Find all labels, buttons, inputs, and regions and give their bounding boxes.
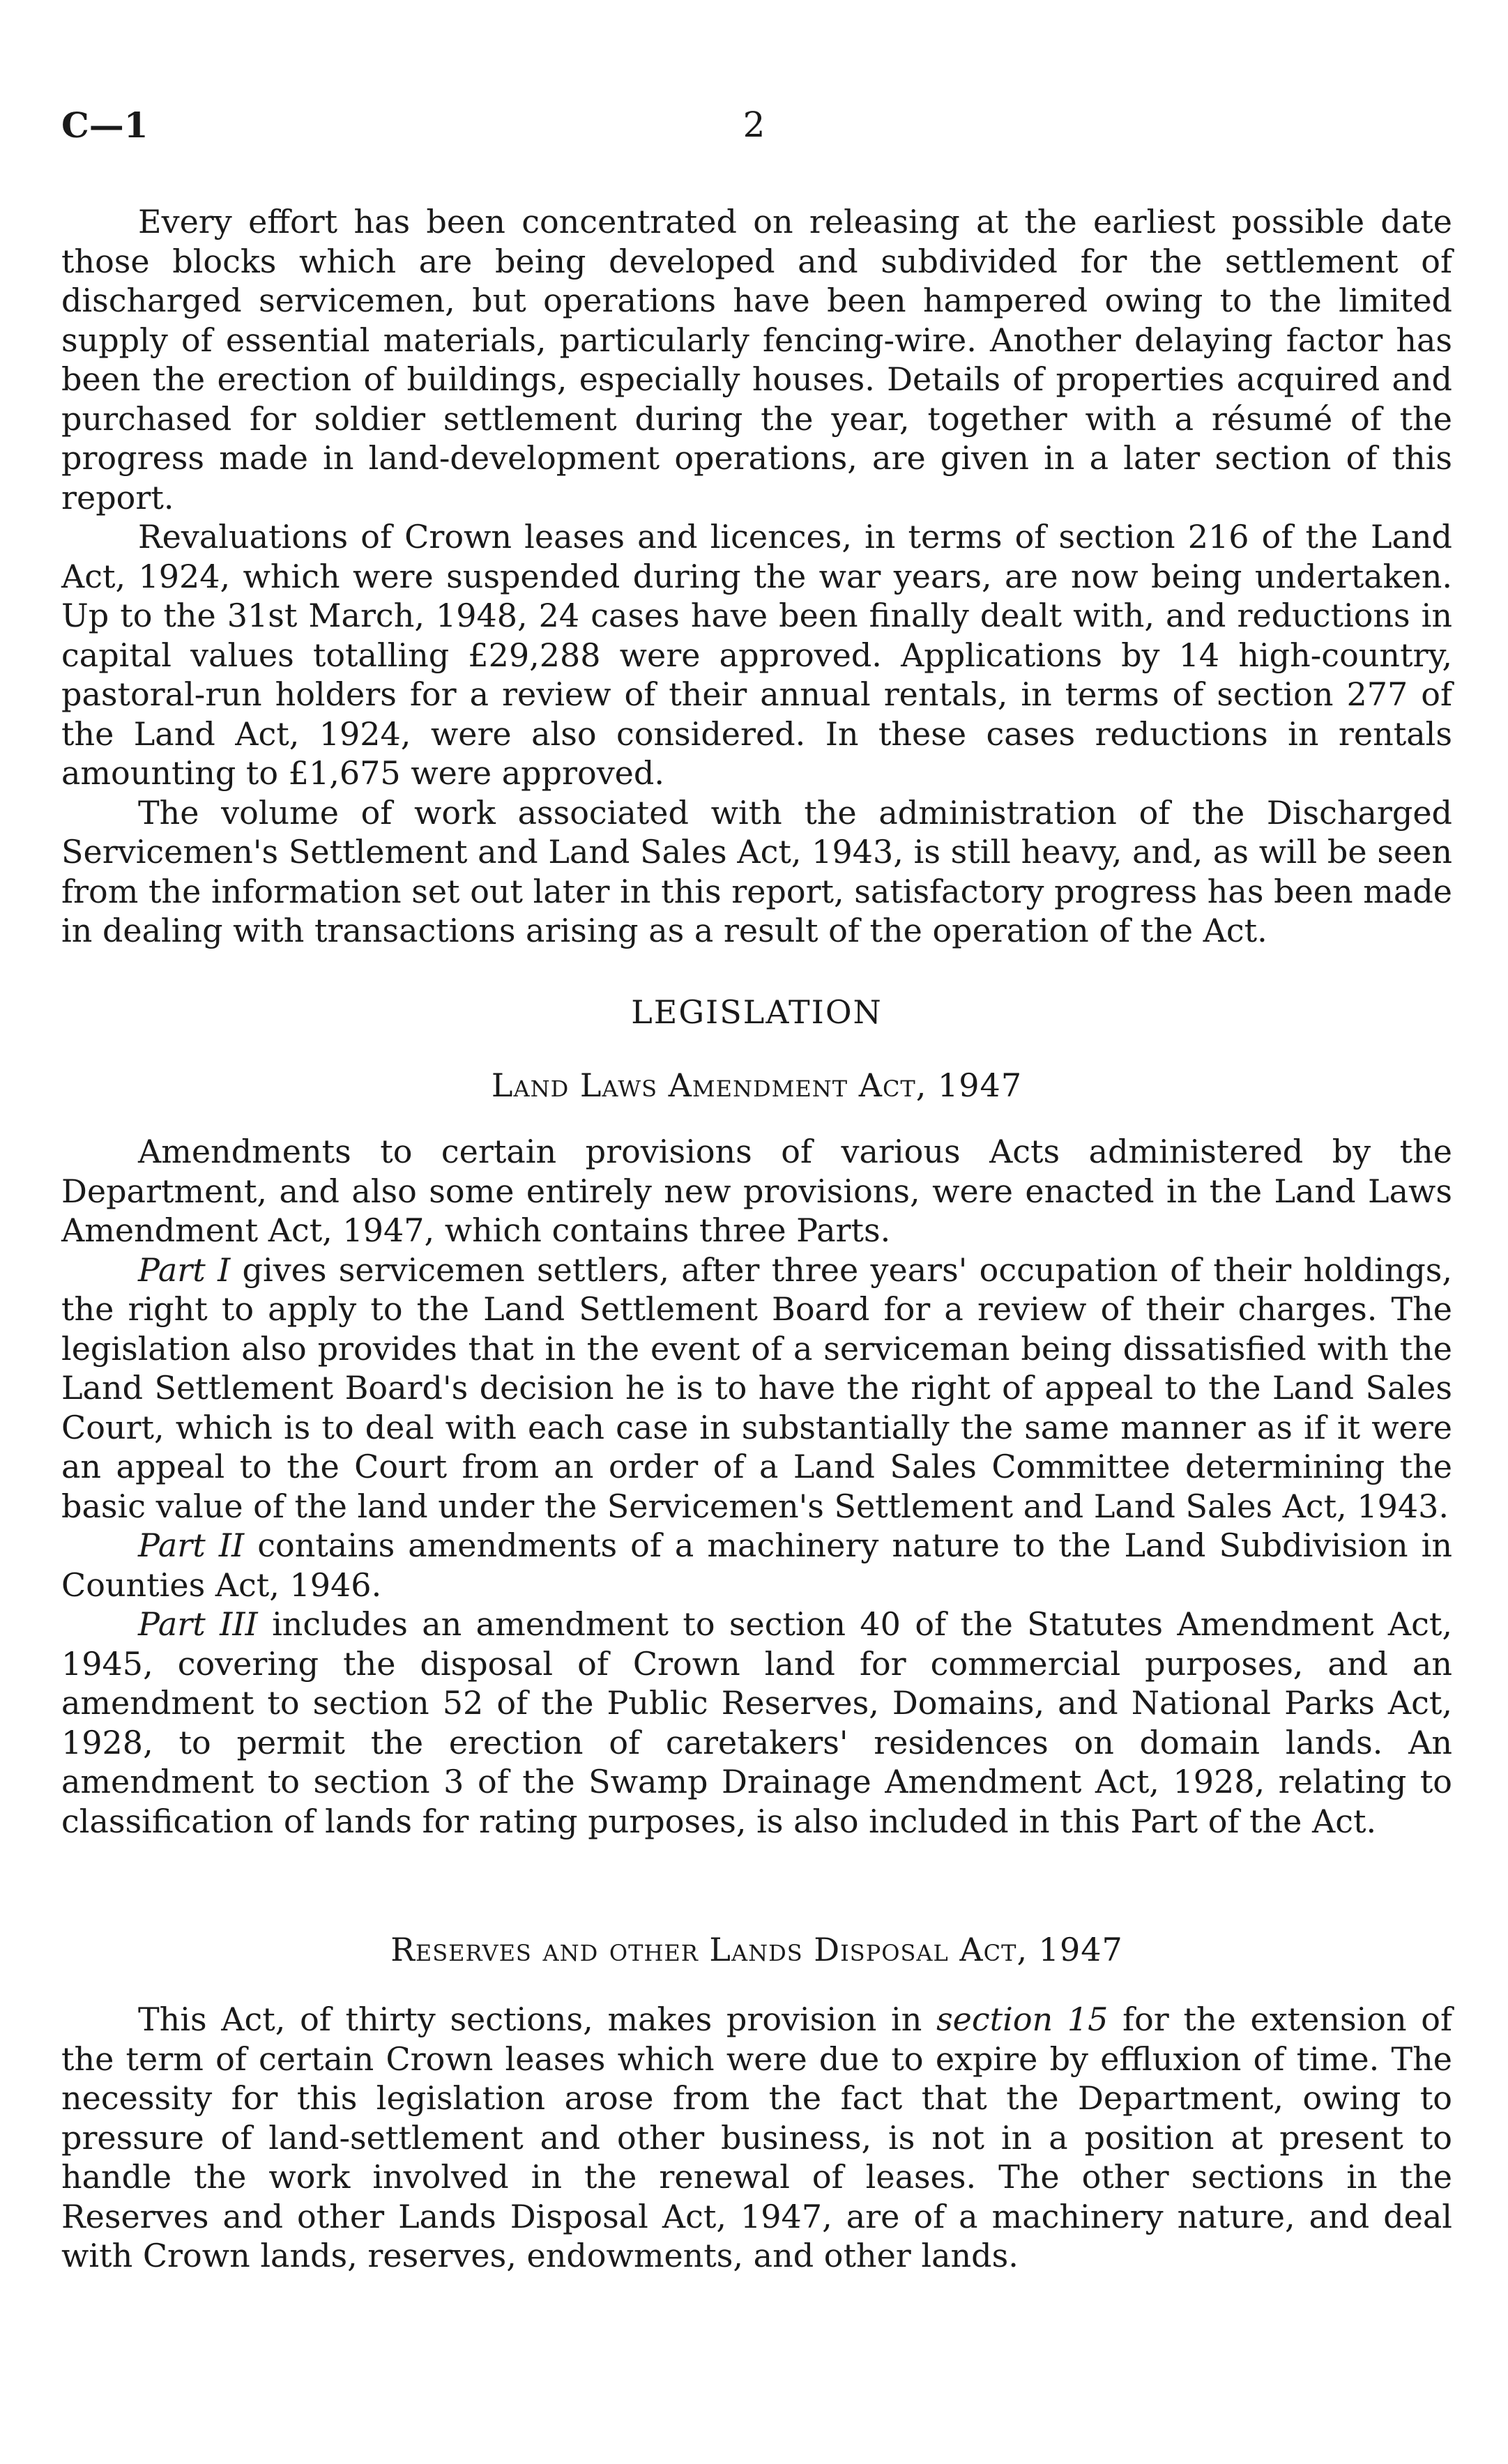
intro-paragraph-3: The volume of work associated with the administration of the Discharged Servicemen's Settlement and Land Sales Act, 1943, is still heavy, and, as will be seen from the information set out later in this report, satisfactory progress has been made in dealing with transactions arising as a result of the operation of the Act. <box>61 793 1452 949</box>
reserves-text-after: for the extension of the term of certain Crown leases which were due to expire by effluxion of time. The necessity for this legislation arose from the fact that the Department, owing to pressure of land-settlement and other business, is not in a position at present to handle the work involved in the renewal of leases. The other sections in the Reserves and other Lands Disposal Act, 1947, are of a machinery nature, and deal with Crown lands, reserves, endowments, and other lands. <box>61 2000 1453 2274</box>
legislation-heading: LEGISLATION <box>631 993 883 1031</box>
section-15-reference: section 15 <box>936 2000 1109 2038</box>
part-1-label: Part I <box>138 1250 231 1289</box>
part-3-text: includes an amendment to section 40 of the Statutes Amendment Act, 1945, covering the disposal of Crown land for commercial purposes, and an amendment to section 52 of the Public Reserves, Domains, and National Parks Act, 1928, to permit the erection of caretakers' residences on domain lands. An amendment to section 3 of the Swamp Drainage Amendment Act, 1928, relating to classification of lands for rating purposes, is also included in this Part of the Act. <box>61 1605 1452 1840</box>
page-header <box>61 105 1447 153</box>
reserves-paragraph-1 <box>61 2000 1452 2276</box>
intro-paragraph-1: Every effort has been concentrated on releasing at the earliest possible date those blocks which are being developed and subdivided for the settlement of discharged servicemen, but operations have been hampered owing to the limited supply of essential materials, particularly fencing-wire. Another delaying factor has been the erection of buildings, especially houses. Details of properties acquired and purchased for soldier settlement during the year, together with a résumé of the progress made in land-development operations, are given in a later section of this report. <box>61 203 1452 516</box>
document-reference: C—1 <box>61 105 148 146</box>
part-1-paragraph <box>61 1250 1452 1526</box>
page-number: 2 <box>742 105 766 145</box>
land-laws-paragraph-1: Amendments to certain provisions of various Acts administered by the Department, and also some entirely new provisions, were enacted in the Land Laws Amendment Act, 1947, which contains three Parts. <box>61 1133 1452 1249</box>
part-3-paragraph <box>61 1605 1452 1841</box>
land-laws-subheading: Land Laws Amendment Act, 1947 <box>491 1066 1023 1104</box>
land-laws-section <box>61 1066 1452 1841</box>
reserves-subheading: Reserves and other Lands Disposal Act, 1947 <box>390 1931 1123 1968</box>
reserves-section <box>61 1931 1452 2276</box>
intro-section <box>61 202 1452 951</box>
intro-paragraph-2: Revaluations of Crown leases and licences, in terms of section 216 of the Land Act, 1924, which were suspended during the war years, are now being undertaken. Up to the 31st March, 1948, 24 cases have been finally dealt with, and reductions in capital values totalling £29,288 were approved. Applications by 14 high-country, pastoral-run holders for a review of their annual rentals, in terms of section 277 of the Land Act, 1924, were also considered. In these cases reductions in rentals amounting to £1,675 were approved. <box>61 518 1452 792</box>
part-2-paragraph <box>61 1526 1452 1605</box>
legislation-heading-block <box>61 993 1452 1031</box>
part-3-label: Part III <box>138 1605 258 1643</box>
reserves-text-before: This Act, of thirty sections, makes provision in <box>138 2000 937 2038</box>
part-1-text: gives servicemen settlers, after three years' occupation of their holdings, the right to apply to the Land Settlement Board for a review of their charges. The legislation also provides that in the event of a serviceman being dissatisfied with the Land Settlement Board's decision he is to have the right of appeal to the Land Sales Court, which is to deal with each case in substantially the same manner as if it were an appeal to the Court from an order of a Land Sales Committee determining the basic value of the land under the Servicemen's Settlement and Land Sales Act, 1943. <box>61 1250 1453 1525</box>
part-2-label: Part II <box>138 1526 245 1564</box>
part-2-text: contains amendments of a machinery nature to the Land Subdivision in Counties Act, 1946. <box>61 1526 1453 1604</box>
